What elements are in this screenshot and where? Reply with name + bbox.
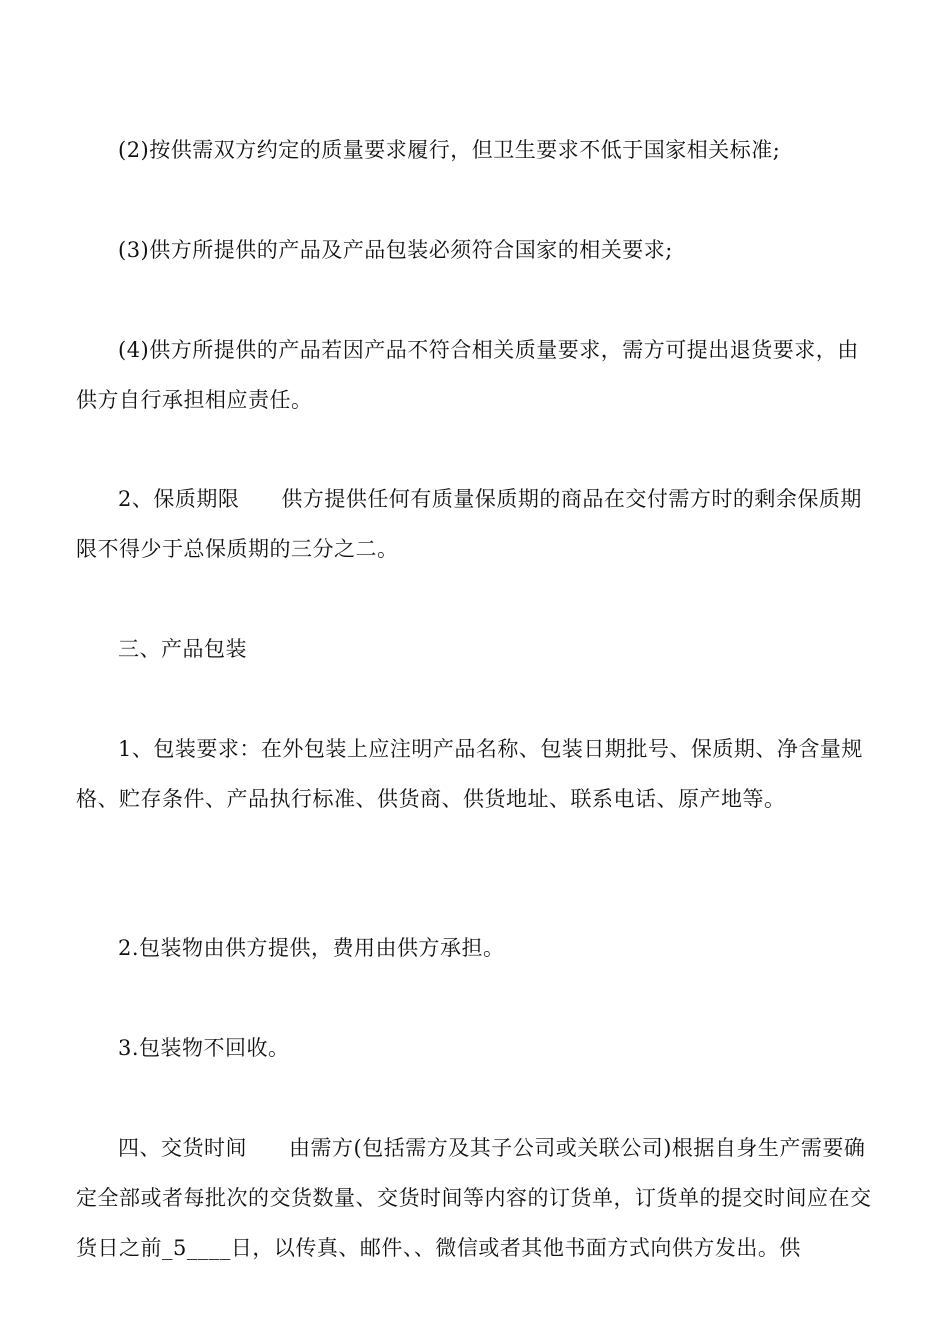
shelf-life-body: 供方提供任何有质量保质期的商品在交付需方时的剩余保质期限不得少于总保质期的三分之二。	[76, 487, 862, 561]
packaging-no-return-item: 3.包装物不回收。	[118, 1036, 290, 1060]
packaging-cost-item: 2.包装物由供方提供，费用由供方承担。	[118, 936, 505, 960]
section-four-heading: 四、交货时间	[118, 1136, 247, 1160]
packaging-requirement-item: 1、包装要求：在外包装上应注明产品名称、包装日期批号、保质期、净含量规格、贮存条件、产品执行标准、供货商、供货地址、联系电话、原产地等。	[76, 737, 863, 811]
section-three-heading: 三、产品包装	[118, 637, 247, 661]
clause-3-packaging-compliance: (3)供方所提供的产品及产品包装必须符合国家的相关要求;	[118, 238, 673, 262]
clause-2-quality-standard: (2)按供需双方约定的质量要求履行，但卫生要求不低于国家相关标准;	[118, 138, 781, 162]
shelf-life-paragraph	[76, 474, 880, 574]
clause-4-return-policy: (4)供方所提供的产品若因产品不符合相关质量要求，需方可提出退货要求，由供方自行承担相应责任。	[76, 338, 859, 412]
shelf-life-heading: 2、保质期限	[118, 487, 240, 511]
delivery-time-body: 由需方(包括需方及其子公司或关联公司)根据自身生产需要确定全部或者每批次的交货数量、交货时间等内容的订货单，订货单的提交时间应在交货日之前_5____日，以传真、邮件、、微信或者其他书面方式向供方发出。供	[76, 1136, 872, 1260]
delivery-time-paragraph	[76, 1123, 880, 1273]
